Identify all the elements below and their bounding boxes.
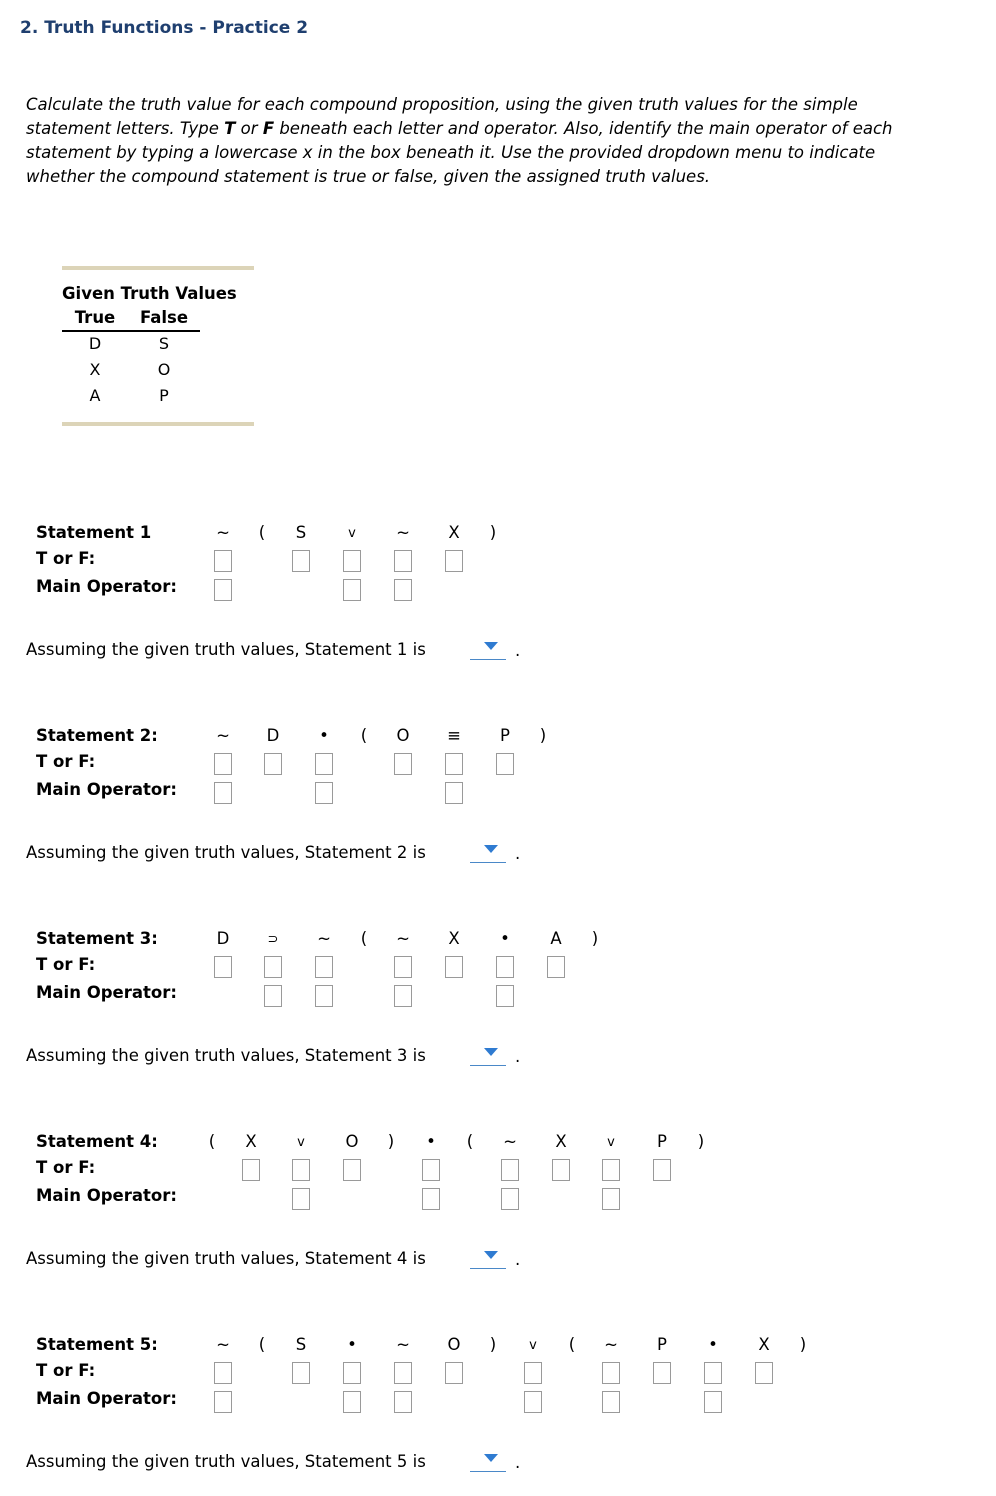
tf-input-box[interactable] [394, 753, 412, 775]
tf-row-label: T or F: [36, 955, 96, 974]
tf-input-box[interactable] [422, 1159, 440, 1181]
statement-symbol: ~ [396, 929, 410, 948]
false-value: O [157, 360, 171, 379]
tf-input-box[interactable] [445, 753, 463, 775]
instructions-t: T [224, 119, 236, 138]
chevron-down-icon [484, 845, 498, 853]
main-operator-input-box[interactable] [496, 985, 514, 1007]
tf-input-box[interactable] [315, 753, 333, 775]
statement-symbol: ~ [216, 726, 230, 745]
statement-symbol: ~ [216, 523, 230, 542]
tf-input-box[interactable] [704, 1362, 722, 1384]
false-value: P [159, 386, 169, 405]
statement-symbol: • [347, 1335, 357, 1354]
main-operator-input-box[interactable] [524, 1391, 542, 1413]
tf-input-box[interactable] [343, 1159, 361, 1181]
statement-symbol: ) [539, 726, 547, 745]
tf-row-label: T or F: [36, 549, 96, 568]
statement-symbol: ) [799, 1335, 807, 1354]
page-title: 2. Truth Functions - Practice 2 [20, 18, 309, 38]
tf-input-box[interactable] [343, 1362, 361, 1384]
period: . [515, 641, 521, 660]
tf-input-box[interactable] [524, 1362, 542, 1384]
assumption-text: Assuming the given truth values, Statement 3 is [26, 1046, 426, 1065]
statement-symbol: X [448, 523, 460, 542]
tf-input-box[interactable] [264, 956, 282, 978]
assumption-text: Assuming the given truth values, Statement 1 is [26, 640, 426, 659]
main-operator-row-label: Main Operator: [36, 983, 177, 1002]
statement-symbol: ) [387, 1132, 395, 1151]
statement-symbol: v [529, 1338, 537, 1353]
statement-symbol: v [297, 1135, 305, 1150]
tf-input-box[interactable] [552, 1159, 570, 1181]
period: . [515, 1250, 521, 1269]
statement-5-truth-dropdown[interactable] [470, 1451, 506, 1472]
statement-symbol: • [708, 1335, 718, 1354]
truth-table-title: Given Truth Values [62, 284, 237, 303]
statement-symbol: O [396, 726, 410, 745]
main-operator-input-box[interactable] [394, 579, 412, 601]
tf-input-box[interactable] [264, 753, 282, 775]
statement-symbol: ( [466, 1132, 474, 1151]
assumption-text: Assuming the given truth values, Statement 4 is [26, 1249, 426, 1268]
period: . [515, 1453, 521, 1472]
statement-symbol: ( [360, 929, 368, 948]
statement-symbol: ~ [317, 929, 331, 948]
tf-input-box[interactable] [315, 956, 333, 978]
chevron-down-icon [484, 1048, 498, 1056]
tf-input-box[interactable] [653, 1362, 671, 1384]
instructions [26, 93, 926, 189]
statement-symbol: A [550, 929, 562, 948]
tf-input-box[interactable] [445, 550, 463, 572]
statement-1-truth-dropdown[interactable] [470, 639, 506, 660]
main-operator-row-label: Main Operator: [36, 1389, 177, 1408]
period: . [515, 844, 521, 863]
statement-symbol: v [607, 1135, 615, 1150]
statement-label: Statement 2: [36, 726, 158, 745]
statement-4-truth-dropdown[interactable] [470, 1248, 506, 1269]
statement-symbol: v [348, 526, 356, 541]
tf-input-box[interactable] [496, 956, 514, 978]
statement-2-truth-dropdown[interactable] [470, 842, 506, 863]
main-operator-row-label: Main Operator: [36, 577, 177, 596]
statement-symbol: ) [591, 929, 599, 948]
statement-3-truth-dropdown[interactable] [470, 1045, 506, 1066]
tf-input-box[interactable] [602, 1362, 620, 1384]
statement-label: Statement 5: [36, 1335, 158, 1354]
main-operator-input-box[interactable] [292, 1188, 310, 1210]
tf-input-box[interactable] [394, 1362, 412, 1384]
statement-symbol: ( [208, 1132, 216, 1151]
statement-symbol: ) [697, 1132, 705, 1151]
main-operator-input-box[interactable] [214, 579, 232, 601]
instructions-part2: beneath each letter and operator. Also, identify the main operator of each statement by typing a lowercase x in the box beneath it. Use the provided dropdown menu to indicate whether the compound statement is true or false, given the assigned truth values. [26, 119, 893, 186]
tf-input-box[interactable] [292, 1159, 310, 1181]
main-operator-input-box[interactable] [264, 985, 282, 1007]
instructions-or: or [235, 119, 263, 138]
tf-input-box[interactable] [547, 956, 565, 978]
tf-input-box[interactable] [496, 753, 514, 775]
statement-symbol: D [216, 929, 230, 948]
statement-symbol: ~ [216, 1335, 230, 1354]
statement-symbol: S [295, 1335, 307, 1354]
tf-input-box[interactable] [214, 550, 232, 572]
statement-symbol: • [426, 1132, 436, 1151]
statement-symbol: ( [258, 523, 266, 542]
tf-input-box[interactable] [242, 1159, 260, 1181]
tf-input-box[interactable] [501, 1159, 519, 1181]
statement-symbol: P [500, 726, 510, 745]
true-value: D [88, 334, 102, 353]
statement-symbol: ~ [503, 1132, 517, 1151]
truth-table-headers [62, 308, 200, 332]
main-operator-input-box[interactable] [394, 1391, 412, 1413]
statement-symbol: X [555, 1132, 567, 1151]
main-operator-row-label: Main Operator: [36, 1186, 177, 1205]
statement-symbol: O [447, 1335, 461, 1354]
true-value: A [89, 386, 101, 405]
statement-symbol: S [295, 523, 307, 542]
tf-input-box[interactable] [292, 550, 310, 572]
statement-symbol: ~ [396, 1335, 410, 1354]
statement-symbol: ~ [604, 1335, 618, 1354]
tf-input-box[interactable] [445, 1362, 463, 1384]
main-operator-input-box[interactable] [315, 985, 333, 1007]
main-operator-input-box[interactable] [315, 782, 333, 804]
false-value: S [158, 334, 170, 353]
statement-label: Statement 1 [36, 523, 152, 542]
statement-symbol: ) [489, 523, 497, 542]
tf-input-box[interactable] [653, 1159, 671, 1181]
chevron-down-icon [484, 1251, 498, 1259]
statement-symbol: O [345, 1132, 359, 1151]
tf-input-box[interactable] [214, 753, 232, 775]
statement-symbol: • [500, 929, 510, 948]
main-operator-input-box[interactable] [704, 1391, 722, 1413]
statement-symbol: ) [489, 1335, 497, 1354]
period: . [515, 1047, 521, 1066]
tf-row-label: T or F: [36, 1158, 96, 1177]
statement-symbol: X [758, 1335, 770, 1354]
main-operator-input-box[interactable] [602, 1391, 620, 1413]
main-operator-input-box[interactable] [445, 782, 463, 804]
tf-input-box[interactable] [292, 1362, 310, 1384]
main-operator-input-box[interactable] [343, 1391, 361, 1413]
given-truth-values-table [62, 266, 254, 426]
tf-input-box[interactable] [394, 956, 412, 978]
main-operator-row-label: Main Operator: [36, 780, 177, 799]
assumption-text: Assuming the given truth values, Statement 5 is [26, 1452, 426, 1471]
statement-symbol: ( [568, 1335, 576, 1354]
statement-symbol: ~ [396, 523, 410, 542]
statement-symbol: P [657, 1132, 667, 1151]
tf-input-box[interactable] [214, 956, 232, 978]
statement-symbol: ( [258, 1335, 266, 1354]
statement-symbol: ( [360, 726, 368, 745]
main-operator-input-box[interactable] [394, 985, 412, 1007]
statement-label: Statement 4: [36, 1132, 158, 1151]
instructions-f: F [262, 119, 275, 138]
statement-symbol: X [245, 1132, 257, 1151]
statement-symbol: D [266, 726, 280, 745]
tf-row-label: T or F: [36, 1361, 96, 1380]
tf-row-label: T or F: [36, 752, 96, 771]
main-operator-input-box[interactable] [214, 782, 232, 804]
false-header: False [139, 308, 189, 327]
statement-symbol: • [319, 726, 329, 745]
tf-input-box[interactable] [343, 550, 361, 572]
tf-input-box[interactable] [394, 550, 412, 572]
chevron-down-icon [484, 642, 498, 650]
assumption-text: Assuming the given truth values, Statement 2 is [26, 843, 426, 862]
main-operator-input-box[interactable] [422, 1188, 440, 1210]
statement-label: Statement 3: [36, 929, 158, 948]
true-value: X [89, 360, 101, 379]
tf-input-box[interactable] [445, 956, 463, 978]
statement-symbol: ⊃ [267, 932, 279, 947]
tf-input-box[interactable] [214, 1362, 232, 1384]
statement-symbol: ≡ [447, 726, 461, 745]
tf-input-box[interactable] [602, 1159, 620, 1181]
main-operator-input-box[interactable] [501, 1188, 519, 1210]
main-operator-input-box[interactable] [343, 579, 361, 601]
tf-input-box[interactable] [755, 1362, 773, 1384]
true-header: True [74, 308, 116, 327]
main-operator-input-box[interactable] [602, 1188, 620, 1210]
statement-symbol: P [657, 1335, 667, 1354]
chevron-down-icon [484, 1454, 498, 1462]
statement-symbol: X [448, 929, 460, 948]
main-operator-input-box[interactable] [214, 1391, 232, 1413]
instructions-part1: Calculate the truth value for each compound proposition, using the given truth values for the simple statement letters. Type [26, 95, 858, 138]
